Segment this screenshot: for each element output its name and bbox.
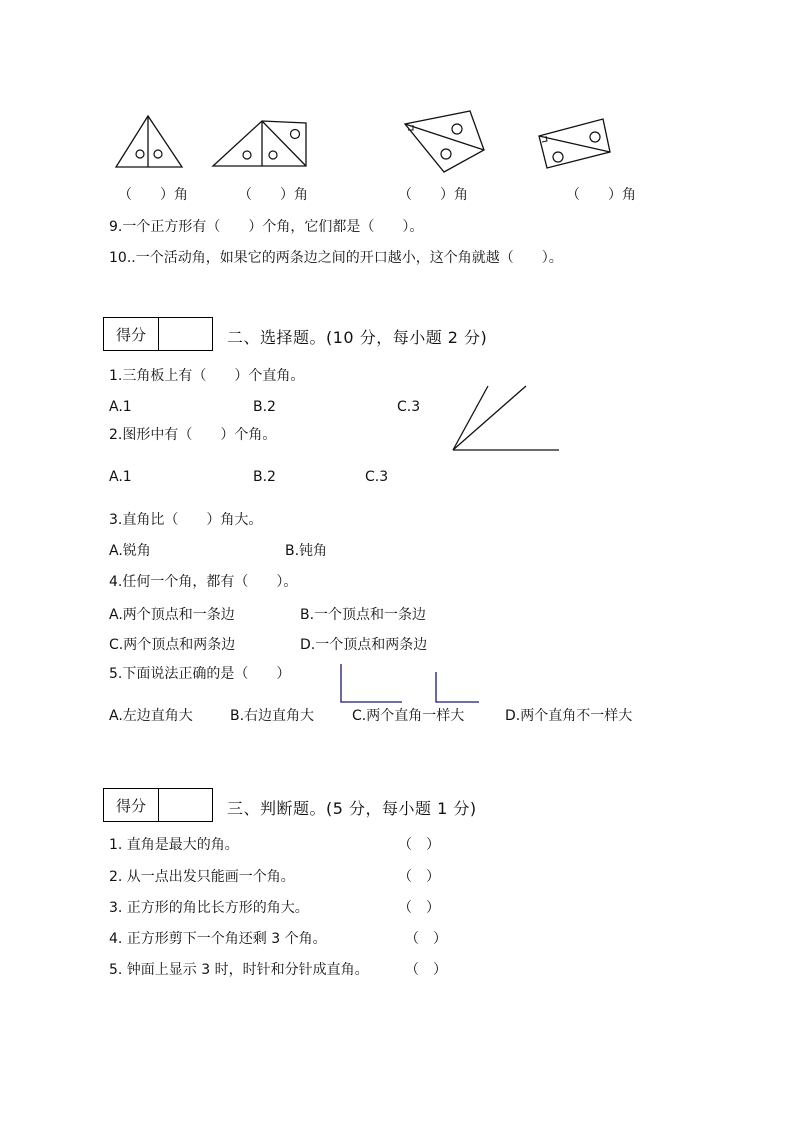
- s2-q3-option-a: A.锐角: [109, 543, 151, 559]
- s2-q1-option-b: B.2: [253, 399, 276, 415]
- s2-q2-option-c: C.3: [365, 469, 389, 485]
- judge-blank-5: （ ）: [405, 962, 447, 978]
- s2-q4-option-d: D.一个顶点和两条边: [300, 637, 428, 653]
- s2-q5-option-a: A.左边直角大: [109, 708, 193, 724]
- score-box-section3: [103, 788, 213, 822]
- score-label: 得分: [104, 318, 159, 350]
- figure-triangle-1: [112, 112, 186, 172]
- s2-question-5: 5.下面说法正确的是（ ）: [109, 666, 291, 682]
- s2-q4-option-c: C.两个顶点和两条边: [109, 637, 236, 653]
- angle-blank-3: （ ）角: [398, 187, 468, 203]
- s2-q4-option-a: A.两个顶点和一条边: [109, 607, 235, 623]
- figure-right-angle-left: [338, 662, 404, 706]
- s2-q2-option-b: B.2: [253, 469, 276, 485]
- score-box-section2: [103, 317, 213, 351]
- judge-item-5: 5. 钟面上显示 3 时，时针和分针成直角。: [109, 962, 369, 978]
- s2-q1-option-c: C.3: [397, 399, 421, 415]
- question-10: 10..一个活动角，如果它的两条边之间的开口越小，这个角就越（ ）。: [109, 250, 563, 266]
- s2-question-1: 1.三角板上有（ ）个直角。: [109, 368, 305, 384]
- judge-blank-3: （ ）: [398, 900, 440, 916]
- judge-item-2: 2. 从一点出发只能画一个角。: [109, 869, 295, 885]
- s2-q5-option-b: B.右边直角大: [230, 708, 315, 724]
- s2-q3-option-b: B.钝角: [285, 543, 328, 559]
- angle-blank-1: （ ）角: [118, 187, 188, 203]
- judge-blank-1: （ ）: [398, 837, 440, 853]
- figure-triangle-3: [400, 104, 488, 176]
- figure-angle-rays: [448, 383, 562, 453]
- s2-question-4: 4.任何一个角，都有（ ）。: [109, 574, 298, 590]
- question-9: 9.一个正方形有（ ）个角，它们都是（ ）。: [109, 219, 424, 235]
- judge-item-3: 3. 正方形的角比长方形的角大。: [109, 900, 309, 916]
- angle-blank-2: （ ）角: [238, 187, 308, 203]
- figure-triangle-4: [535, 116, 613, 172]
- judge-blank-2: （ ）: [398, 869, 440, 885]
- s2-q4-option-b: B.一个顶点和一条边: [300, 607, 427, 623]
- judge-item-1: 1. 直角是最大的角。: [109, 837, 239, 853]
- s2-q1-option-a: A.1: [109, 399, 132, 415]
- judge-blank-4: （ ）: [405, 931, 447, 947]
- s2-q5-option-d: D.两个直角不一样大: [505, 708, 633, 724]
- score-label: 得分: [104, 789, 159, 821]
- angle-blank-4: （ ）角: [566, 187, 636, 203]
- section2-title: 二、选择题。(10 分，每小题 2 分): [227, 328, 488, 347]
- s2-q5-option-c: C.两个直角一样大: [352, 708, 465, 724]
- s2-q2-option-a: A.1: [109, 469, 132, 485]
- section3-title: 三、判断题。(5 分，每小题 1 分): [227, 799, 477, 818]
- figure-triangle-2: [210, 118, 312, 170]
- s2-question-3: 3.直角比（ ）角大。: [109, 512, 263, 528]
- s2-question-2: 2.图形中有（ ）个角。: [109, 427, 277, 443]
- judge-item-4: 4. 正方形剪下一个角还剩 3 个角。: [109, 931, 327, 947]
- figure-right-angle-right: [433, 670, 481, 706]
